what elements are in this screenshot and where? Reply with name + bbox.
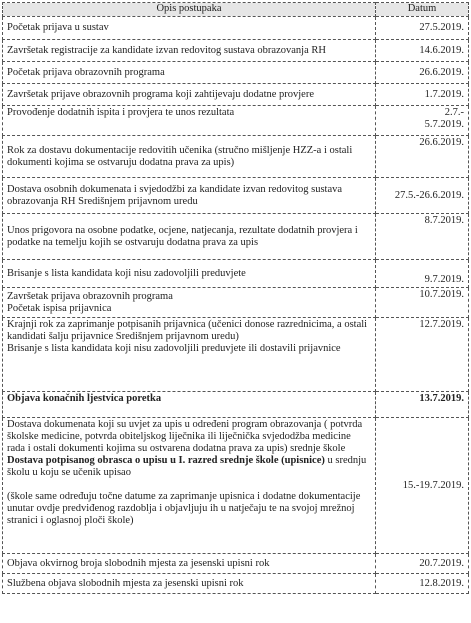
- row-description: Brisanje s lista kandidata koji nisu zadovoljili preduvjete: [3, 260, 376, 288]
- description-text: Dostava dokumenata koji su uvjet za upis u određeni program obrazovanja ( potvrda školske medicine, potvrda obiteljskog liječnika ili liječnička svjedodžba medicine rada i ostali dokumenti kojima su ostvarena dodatna prava za upis) srednje škole: [7, 419, 363, 454]
- row-date: 27.5.2019.: [376, 17, 469, 40]
- row-date: 15.-19.7.2019.: [376, 418, 469, 554]
- row-date: 12.8.2019.: [376, 574, 469, 594]
- row-description: Službena objava slobodnih mjesta za jesenski upisni rok: [3, 574, 376, 594]
- row-date: 20.7.2019.: [376, 554, 469, 574]
- row-description: Početak prijava obrazovnih programa: [3, 62, 376, 84]
- row-description: [3, 318, 376, 392]
- table-row: [3, 17, 469, 40]
- row-description: Završetak registracije za kandidate izvan redovitog sustava obrazovanja RH: [3, 40, 376, 62]
- row-description: Rok za dostavu dokumentacije redovitih učenika (stručno mišljenje HZZ-a i ostali dokumenti kojima se ostvaruju dodatna prava za upis): [3, 136, 376, 178]
- table-row: [3, 288, 469, 318]
- row-description: Završetak prijave obrazovnih programa koji zahtijevaju dodatne provjere: [3, 84, 376, 106]
- table-row: [3, 178, 469, 214]
- table-row: [3, 40, 469, 62]
- row-date: [376, 106, 469, 136]
- header-description: Opis postupaka: [3, 3, 376, 17]
- row-date: 12.7.2019.: [376, 318, 469, 392]
- description-note: (škole same određuju točne datume za zaprimanje upisnica i dodatne dokumentacije unutar ovdje predviđenog razdoblja i objavljuju ih u natječaju te na svojoj mrežnoj stranici i oglasnoj ploči škole): [7, 491, 361, 526]
- row-date: 26.6.2019.: [376, 136, 469, 178]
- table-row: [3, 418, 469, 554]
- table-row: [3, 62, 469, 84]
- row-date: 10.7.2019.: [376, 288, 469, 318]
- row-date: 1.7.2019.: [376, 84, 469, 106]
- description-line: Završetak prijava obrazovnih programa: [7, 290, 173, 302]
- row-date: 13.7.2019.: [376, 392, 469, 418]
- description-bold-text: Dostava potpisanog obrasca o upisu u I. razred srednje škole (upisnice): [7, 455, 325, 466]
- table-row: [3, 84, 469, 106]
- row-date: 9.7.2019.: [376, 260, 469, 288]
- row-description: Početak prijava u sustav: [3, 17, 376, 40]
- description-text: u srednju školu u koju se učenik upisao: [7, 455, 367, 478]
- row-description: [3, 288, 376, 318]
- row-date: 27.5.-26.6.2019.: [376, 178, 469, 214]
- row-description: Provođenje dodatnih ispita i provjera te unos rezultata: [3, 106, 376, 136]
- row-date: 14.6.2019.: [376, 40, 469, 62]
- table-row: [3, 318, 469, 392]
- row-description: Unos prigovora na osobne podatke, ocjene, natjecanja, rezultate dodatnih provjera i podatke na temelju kojih se ostvaruju dodatna prava za upis: [3, 214, 376, 260]
- schedule-table: [2, 2, 469, 594]
- row-description: Dostava osobnih dokumenata i svjedodžbi za kandidate izvan redovitog sustava obrazovanja RH Središnjem prijavnom uredu: [3, 178, 376, 214]
- table-row: [3, 392, 469, 418]
- table-row: [3, 106, 469, 136]
- table-row: [3, 136, 469, 178]
- row-description: Objava konačnih ljestvica poretka: [3, 392, 376, 418]
- header-date: Datum: [376, 3, 469, 17]
- description-line: Početak ispisa prijavnica: [7, 302, 112, 314]
- header-row: [3, 3, 469, 17]
- table-row: [3, 214, 469, 260]
- description-line: Brisanje s lista kandidata koji nisu zadovoljili preduvjete ili dostavili prijavnice: [7, 343, 341, 354]
- table-row: [3, 554, 469, 574]
- row-date: 8.7.2019.: [376, 214, 469, 260]
- date-line: 5.7.2019.: [424, 119, 464, 130]
- description-line: Krajnji rok za zaprimanje potpisanih prijavnica (učenici donose razrednicima, a ostali kandidati šalju prijavnice Središnjem prijavnom uredu): [7, 319, 368, 342]
- table-row: [3, 574, 469, 594]
- date-line: 2.7.-: [444, 107, 464, 118]
- row-description: Objava okvirnog broja slobodnih mjesta za jesenski upisni rok: [3, 554, 376, 574]
- row-description: [3, 418, 376, 554]
- table-row: [3, 260, 469, 288]
- row-date: 26.6.2019.: [376, 62, 469, 84]
